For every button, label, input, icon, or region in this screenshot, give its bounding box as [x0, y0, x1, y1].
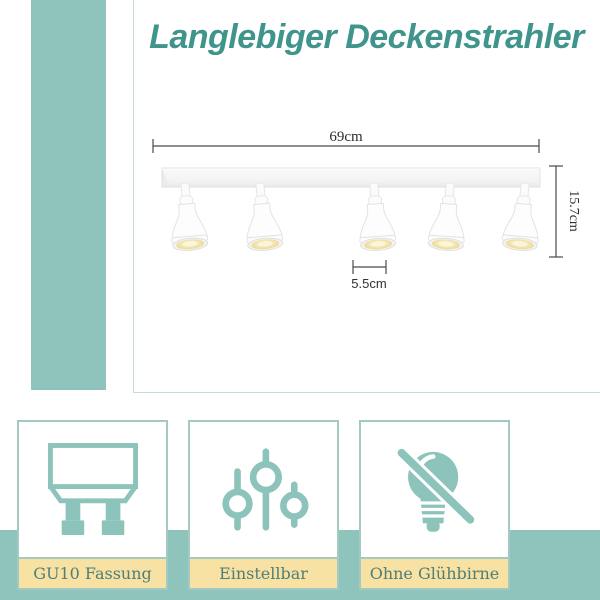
- left-accent-bar: [31, 0, 106, 390]
- spot-diameter-label: 5.5cm: [351, 276, 387, 291]
- spot-lamp-5: [501, 181, 543, 251]
- feature-label: Einstellbar: [190, 557, 337, 588]
- page-title: Langlebiger Deckenstrahler: [149, 18, 584, 56]
- no-bulb-icon: [361, 422, 508, 557]
- gu10-socket-icon: [19, 422, 166, 557]
- dimension-height: [549, 166, 581, 257]
- spot-lamp-2: [242, 181, 284, 251]
- feature-card-gu10: [17, 420, 168, 590]
- feature-label: GU10 Fassung: [19, 557, 166, 588]
- height-label: 15.7cm: [566, 190, 581, 232]
- mounting-bar: [162, 168, 540, 187]
- feature-card-ohne-gluehbirne: [359, 420, 510, 590]
- sliders-icon: [190, 422, 337, 557]
- ceiling-light-figure: [133, 120, 600, 310]
- spot-lamp-3: [356, 182, 397, 252]
- feature-label: Ohne Glühbirne: [361, 557, 508, 588]
- dimension-width: [153, 129, 539, 153]
- spot-lamp-1: [167, 181, 209, 251]
- feature-card-einstellbar: [188, 420, 339, 590]
- width-label: 69cm: [329, 129, 363, 145]
- spot-lamp-4: [427, 182, 468, 252]
- dimension-spot-diameter: [351, 260, 386, 291]
